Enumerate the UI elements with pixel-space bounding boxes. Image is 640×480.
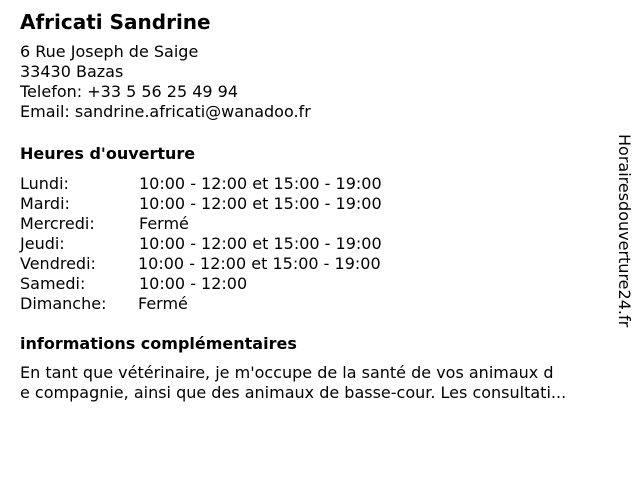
phone-number: Telefon: +33 5 56 25 49 94	[20, 82, 239, 101]
hours-row-monday	[20, 174, 610, 194]
opening-hours-table	[20, 174, 610, 314]
hours-row-saturday	[20, 274, 610, 294]
day-label: Mercredi:	[20, 214, 95, 233]
hours-row-sunday	[20, 294, 610, 314]
hours-row-friday	[20, 254, 610, 274]
hours-row-tuesday	[20, 194, 610, 214]
business-card	[20, 10, 610, 403]
day-label: Mardi:	[20, 194, 70, 213]
additional-info-heading: informations complémentaires	[20, 334, 297, 353]
email-address: Email: sandrine.africati@wanadoo.fr	[20, 102, 311, 121]
day-label: Lundi:	[20, 174, 69, 193]
day-label: Jeudi:	[20, 234, 65, 253]
day-hours: 10:00 - 12:00 et 15:00 - 19:00	[138, 254, 381, 273]
address-street: 6 Rue Joseph de Saige	[20, 42, 199, 61]
day-hours: 10:00 - 12:00 et 15:00 - 19:00	[139, 194, 382, 213]
hours-row-wednesday	[20, 214, 610, 234]
day-hours: Fermé	[139, 214, 189, 233]
day-label: Dimanche:	[20, 294, 107, 313]
opening-hours-heading: Heures d'ouverture	[20, 144, 196, 163]
day-hours: 10:00 - 12:00	[139, 274, 248, 293]
day-hours: 10:00 - 12:00 et 15:00 - 19:00	[139, 234, 382, 253]
site-watermark: Horairesdouverture24.fr	[615, 134, 634, 328]
day-hours: Fermé	[138, 294, 188, 313]
additional-info-text	[20, 363, 610, 403]
info-text-line: e compagnie, ainsi que des animaux de basse-cour. Les consultati...	[20, 383, 567, 402]
business-name: Africati Sandrine	[20, 10, 211, 34]
day-hours: 10:00 - 12:00 et 15:00 - 19:00	[139, 174, 382, 193]
hours-row-thursday	[20, 234, 610, 254]
day-label: Samedi:	[20, 274, 86, 293]
day-label: Vendredi:	[20, 254, 96, 273]
address-city: 33430 Bazas	[20, 62, 124, 81]
info-text-line: En tant que vétérinaire, je m'occupe de la santé de vos animaux d	[20, 363, 554, 382]
